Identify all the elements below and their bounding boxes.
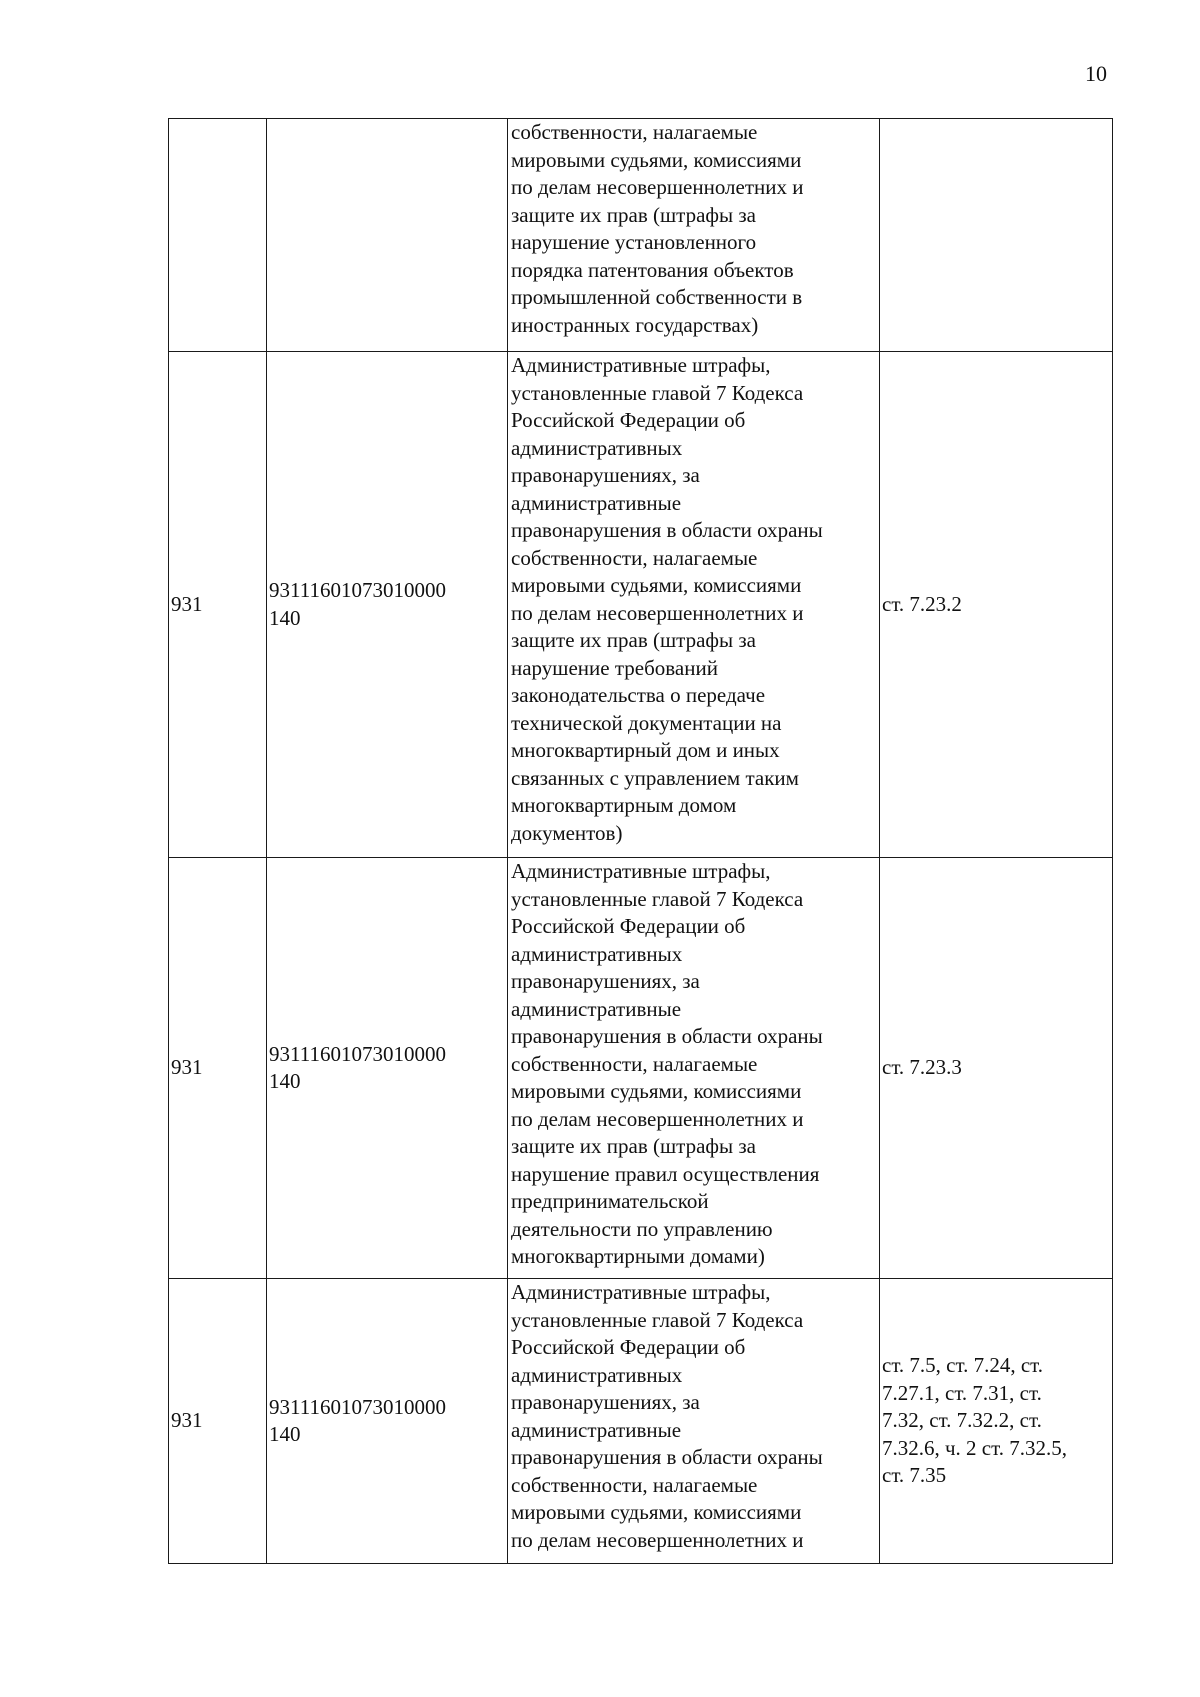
kbk-code-cell — [267, 858, 508, 1279]
description-line: административные — [511, 996, 682, 1021]
description-cell — [508, 1279, 880, 1564]
description-line: по делам несовершеннолетних и — [511, 1527, 804, 1552]
description-line: административных — [511, 1362, 683, 1387]
description-line: правонарушениях, за — [511, 463, 700, 487]
description-line: технической документации на — [511, 710, 782, 735]
description-line: административные — [511, 490, 682, 515]
description-line: связанных с управлением таким — [511, 765, 799, 790]
kbk-code-line: 93111601073010000 — [269, 1041, 446, 1066]
description-line: собственности, налагаемые — [511, 1051, 758, 1076]
budget-classification-table — [168, 118, 1113, 1564]
description-line: Административные штрафы, — [511, 1280, 771, 1304]
description-line: правонарушения в области охраны — [511, 518, 823, 542]
description-line: многоквартирными домами) — [511, 1244, 765, 1268]
description-line: установленные главой 7 Кодекса — [511, 380, 804, 405]
kbk-code-line: 140 — [269, 1422, 301, 1446]
description-line: деятельности по управлению — [511, 1216, 773, 1241]
description-line: правонарушениях, за — [511, 969, 700, 993]
description-line: защите их прав (штрафы за — [511, 628, 756, 652]
kbk-code-cell — [267, 1279, 508, 1564]
admin-code-cell — [169, 119, 267, 352]
description-line: по делам несовершеннолетних и — [511, 600, 804, 625]
table-row — [169, 119, 1113, 352]
kbk-code-line: 140 — [269, 1069, 301, 1093]
description-line: защите их прав (штрафы за — [511, 1134, 756, 1158]
description-line: административных — [511, 941, 683, 966]
article-line: ст. 7.23.2 — [882, 591, 962, 616]
description-line: по делам несовершеннолетних и — [511, 1106, 804, 1131]
description-line: установленные главой 7 Кодекса — [511, 1307, 804, 1332]
description-line: промышленной собственности в — [511, 285, 803, 309]
description-line: административных — [511, 435, 683, 460]
description-line: многоквартирный дом и иных — [511, 738, 780, 762]
admin-code-cell: 931 — [169, 1279, 267, 1564]
description-line: нарушение правил осуществления — [511, 1161, 820, 1186]
description-line: многоквартирным домом — [511, 793, 737, 817]
table-row — [169, 352, 1113, 858]
description-line: собственности, налагаемые — [511, 120, 758, 144]
description-line: собственности, налагаемые — [511, 545, 758, 570]
articles-cell — [880, 1279, 1113, 1564]
description-line: предпринимательской — [511, 1189, 709, 1213]
description-line: мировыми судьями, комиссиями — [511, 573, 802, 597]
table-row — [169, 1279, 1113, 1564]
description-cell — [508, 119, 880, 352]
description-line: административные — [511, 1417, 682, 1442]
description-line: нарушение установленного — [511, 230, 757, 254]
articles-cell — [880, 858, 1113, 1279]
kbk-code-line: 93111601073010000 — [269, 578, 446, 602]
admin-code-cell: 931 — [169, 858, 267, 1279]
description-line: мировыми судьями, комиссиями — [511, 1500, 802, 1524]
description-line: законодательства о передаче — [511, 683, 766, 707]
kbk-code-cell — [267, 119, 508, 352]
description-line: нарушение требований — [511, 655, 718, 680]
description-line: Административные штрафы, — [511, 859, 771, 883]
article-line: ст. 7.35 — [882, 1463, 947, 1488]
description-cell — [508, 858, 880, 1279]
description-line: иностранных государствах) — [511, 312, 759, 337]
description-line: установленные главой 7 Кодекса — [511, 886, 804, 911]
article-line: 7.32, ст. 7.32.2, ст. — [882, 1408, 1042, 1433]
article-line: ст. 7.23.3 — [882, 1055, 962, 1080]
table-row — [169, 858, 1113, 1279]
description-line: Российской Федерации об — [511, 408, 746, 432]
description-line: порядка патентования объектов — [511, 257, 794, 282]
description-cell — [508, 352, 880, 858]
kbk-code-cell — [267, 352, 508, 858]
description-line: мировыми судьями, комиссиями — [511, 1079, 802, 1103]
description-line: Российской Федерации об — [511, 914, 746, 938]
description-line: мировыми судьями, комиссиями — [511, 147, 802, 172]
description-line: правонарушения в области охраны — [511, 1445, 823, 1469]
kbk-code-line: 140 — [269, 605, 301, 630]
description-line: правонарушениях, за — [511, 1390, 700, 1414]
description-line: защите их прав (штрафы за — [511, 202, 756, 227]
admin-code-cell: 931 — [169, 352, 267, 858]
page-number: 10 — [1085, 61, 1107, 86]
description-line: документов) — [511, 820, 623, 845]
articles-cell — [880, 352, 1113, 858]
article-line: 7.27.1, ст. 7.31, ст. — [882, 1380, 1042, 1405]
kbk-code-line: 93111601073010000 — [269, 1394, 446, 1419]
description-line: собственности, налагаемые — [511, 1472, 758, 1497]
article-line: 7.32.6, ч. 2 ст. 7.32.5, — [882, 1435, 1067, 1460]
description-line: Российской Федерации об — [511, 1335, 746, 1359]
description-line: правонарушения в области охраны — [511, 1024, 823, 1048]
description-line: по делам несовершеннолетних и — [511, 175, 804, 199]
article-line: ст. 7.5, ст. 7.24, ст. — [882, 1353, 1044, 1378]
articles-cell — [880, 119, 1113, 352]
table-body — [169, 119, 1113, 1564]
description-line: Административные штрафы, — [511, 353, 771, 377]
